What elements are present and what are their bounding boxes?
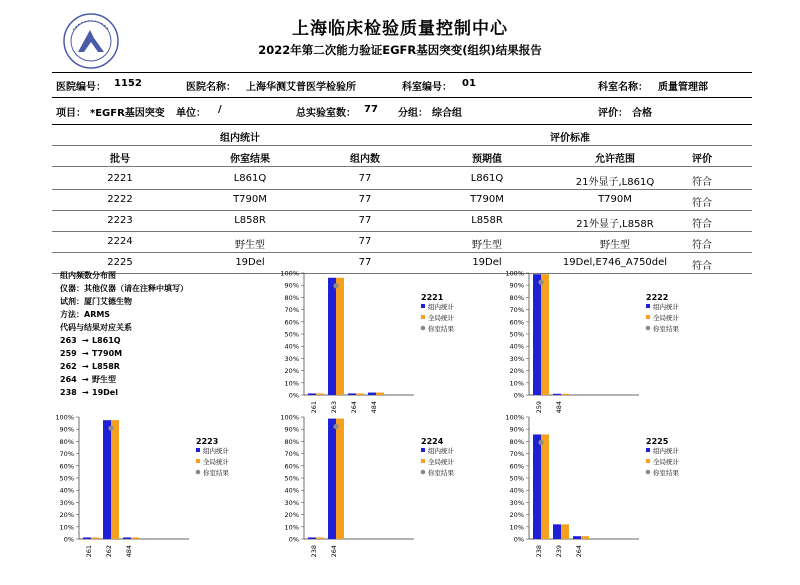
y-tick-label: 80%	[284, 293, 299, 302]
y-tick-label: 70%	[284, 450, 299, 459]
cell-allowed-range: 21外显子,L861Q	[575, 177, 655, 188]
chart-title: 2224	[421, 437, 444, 446]
cell-my-result: T790M	[233, 194, 267, 205]
y-tick-label: 30%	[509, 498, 524, 507]
code-mapping-arrow: →	[82, 336, 89, 345]
y-tick-label: 60%	[284, 462, 299, 471]
bar-all-263	[336, 278, 344, 395]
y-tick-label: 40%	[284, 486, 299, 495]
y-tick-label: 60%	[509, 318, 524, 327]
bar-group-261	[308, 393, 316, 395]
bar-group-264	[348, 393, 356, 395]
hospital-id-label: 医院编号：	[56, 82, 106, 93]
legend-label: 全局统计	[428, 314, 454, 322]
bar-all-484	[561, 394, 569, 395]
y-tick-label: 30%	[284, 498, 299, 507]
cell-evaluation: 符合	[692, 261, 712, 272]
y-tick-label: 70%	[59, 450, 74, 459]
y-tick-label: 70%	[509, 450, 524, 459]
legend-swatch	[421, 315, 425, 319]
legend-swatch	[646, 459, 650, 463]
cell-group-count: 77	[358, 257, 372, 268]
dept-name-value: 质量管理部	[658, 82, 708, 93]
legend-label: 全局统计	[428, 458, 454, 466]
bar-group-239	[553, 524, 561, 539]
dept-id-value: 01	[462, 78, 476, 89]
code-mapping-result: L858R	[92, 362, 120, 371]
cell-my-result: L861Q	[233, 173, 267, 184]
distribution-chart-2224	[280, 412, 495, 562]
legend-swatch	[646, 470, 651, 475]
x-tick-label: 238	[535, 545, 543, 558]
cell-evaluation: 符合	[692, 219, 712, 230]
total-labs-label: 总实验室数：	[296, 108, 356, 119]
bar-group-238	[308, 537, 316, 539]
cell-my-result: 野生型	[235, 240, 265, 251]
distribution-title: 组内频数分布图	[60, 271, 116, 280]
y-tick-label: 60%	[59, 462, 74, 471]
x-tick-label: 261	[85, 545, 93, 558]
code-mapping-code: 262	[60, 362, 77, 371]
col-group-count: 组内数	[350, 154, 380, 165]
bar-group-238	[533, 434, 541, 539]
item-label: 项目：	[56, 108, 86, 119]
cell-evaluation: 符合	[692, 240, 712, 251]
chart-title: 2225	[646, 437, 669, 446]
distribution-chart-2225	[505, 412, 720, 562]
cell-evaluation: 符合	[692, 177, 712, 188]
divider	[52, 97, 752, 98]
bar-group-264	[573, 536, 581, 539]
legend-swatch	[196, 470, 201, 475]
cell-group-count: 77	[358, 173, 372, 184]
y-tick-label: 80%	[59, 437, 74, 446]
legend-swatch	[646, 448, 650, 452]
bar-all-261	[316, 393, 324, 395]
y-tick-label: 80%	[509, 293, 524, 302]
bar-all-264	[356, 393, 364, 395]
bar-group-484	[123, 537, 131, 539]
x-tick-label: 239	[555, 545, 563, 558]
cell-expected: 野生型	[472, 240, 502, 251]
dept-name-label: 科室名称：	[598, 82, 648, 93]
legend-swatch	[421, 470, 426, 475]
bar-group-264	[328, 419, 336, 539]
code-mapping-arrow: →	[82, 388, 89, 397]
cell-my-result: 19Del	[235, 257, 265, 268]
cell-group-count: 77	[358, 194, 372, 205]
chart-title: 2222	[646, 293, 669, 302]
eval-criteria-header: 评价标准	[550, 133, 590, 144]
y-tick-label: 50%	[284, 474, 299, 483]
y-tick-label: 60%	[284, 318, 299, 327]
legend-swatch	[646, 304, 650, 308]
bar-group-484	[553, 394, 561, 395]
y-tick-label: 30%	[284, 354, 299, 363]
y-tick-label: 90%	[509, 425, 524, 434]
y-tick-label: 100%	[505, 413, 524, 422]
col-my-result: 你室结果	[230, 154, 270, 165]
code-mapping-arrow: →	[82, 349, 89, 358]
x-tick-label: 484	[370, 401, 378, 414]
y-tick-label: 20%	[284, 511, 299, 520]
cell-allowed-range: 21外显子,L858R	[576, 219, 654, 230]
y-tick-label: 100%	[280, 413, 299, 422]
divider	[52, 124, 752, 125]
legend-swatch	[421, 448, 425, 452]
bar-all-259	[541, 274, 549, 395]
instrument: 仪器：其他仪器（请在注释中填写）	[60, 284, 188, 293]
code-mapping-code: 263	[60, 336, 77, 345]
y-tick-label: 70%	[509, 306, 524, 315]
legend-label: 全局统计	[203, 458, 229, 466]
y-tick-label: 0%	[513, 535, 524, 544]
y-tick-label: 40%	[509, 486, 524, 495]
method: 方法：ARMS	[60, 310, 111, 319]
cell-expected: L861Q	[470, 173, 504, 184]
total-labs-value: 77	[364, 104, 378, 115]
chart-svg	[505, 268, 720, 418]
legend-label: 你室结果	[203, 469, 229, 477]
y-tick-label: 50%	[284, 330, 299, 339]
x-tick-label: 484	[125, 545, 133, 558]
bar-all-238	[541, 434, 549, 539]
dept-id-label: 科室编号：	[402, 82, 452, 93]
code-mapping-result: T790M	[92, 349, 123, 358]
legend-label: 你室结果	[653, 325, 679, 333]
distribution-chart-2223	[55, 412, 270, 562]
legend-swatch	[421, 459, 425, 463]
bar-group-262	[103, 420, 111, 539]
y-tick-label: 30%	[509, 354, 524, 363]
y-tick-label: 0%	[513, 391, 524, 400]
legend-label: 全局统计	[653, 314, 679, 322]
cell-batch: 2225	[107, 257, 133, 268]
legend-swatch	[196, 459, 200, 463]
bar-all-264	[336, 419, 344, 539]
chart-svg	[55, 412, 270, 562]
legend-label: 全局统计	[653, 458, 679, 466]
legend-label: 组内统计	[428, 447, 454, 455]
y-tick-label: 50%	[59, 474, 74, 483]
legend-swatch	[646, 326, 651, 331]
bar-all-264	[581, 536, 589, 539]
legend-label: 组内统计	[203, 447, 229, 455]
code-mapping-code: 238	[60, 388, 77, 397]
legend-swatch	[421, 326, 426, 331]
divider	[52, 72, 752, 73]
y-tick-label: 40%	[59, 486, 74, 495]
divider	[52, 166, 752, 167]
legend-swatch	[646, 315, 650, 319]
legend-swatch	[421, 304, 425, 308]
bar-all-238	[316, 537, 324, 539]
legend-label: 组内统计	[428, 303, 454, 311]
y-tick-label: 80%	[509, 437, 524, 446]
reagent: 试剂：厦门艾德生物	[60, 297, 132, 306]
x-tick-label: 238	[310, 545, 318, 558]
bar-group-259	[533, 274, 541, 395]
chart-svg	[280, 412, 495, 562]
y-tick-label: 10%	[284, 523, 299, 532]
unit-label: 单位：	[176, 108, 206, 119]
report-subtitle: 2022年第二次能力验证EGFR基因突变(组织)结果报告	[258, 43, 542, 57]
my-result-marker	[538, 280, 543, 285]
bar-all-261	[91, 537, 99, 539]
cell-batch: 2224	[107, 236, 133, 247]
legend-swatch	[196, 448, 200, 452]
cell-my-result: L858R	[234, 215, 266, 226]
x-tick-label: 484	[555, 401, 563, 414]
y-tick-label: 70%	[284, 306, 299, 315]
chart-title: 2221	[421, 293, 444, 302]
bar-all-262	[111, 420, 119, 539]
divider	[52, 145, 752, 146]
bar-all-239	[561, 524, 569, 539]
y-tick-label: 90%	[284, 425, 299, 434]
code-mapping-result: L861Q	[92, 336, 121, 345]
y-tick-label: 30%	[59, 498, 74, 507]
y-tick-label: 10%	[509, 523, 524, 532]
x-tick-label: 264	[350, 401, 358, 414]
hospital-id-value: 1152	[114, 78, 142, 89]
my-result-marker	[108, 426, 113, 431]
y-tick-label: 50%	[509, 474, 524, 483]
code-mapping-arrow: →	[82, 375, 89, 384]
cell-expected: T790M	[470, 194, 504, 205]
y-tick-label: 100%	[505, 269, 524, 278]
my-result-marker	[538, 440, 543, 445]
y-tick-label: 10%	[284, 379, 299, 388]
chart-svg	[280, 268, 495, 418]
y-tick-label: 40%	[509, 342, 524, 351]
x-tick-label: 262	[105, 545, 113, 558]
cell-batch: 2223	[107, 215, 133, 226]
divider	[52, 252, 752, 253]
bar-all-484	[131, 537, 139, 539]
x-tick-label: 263	[330, 401, 338, 414]
cell-expected: L858R	[471, 215, 503, 226]
y-tick-label: 100%	[280, 269, 299, 278]
cell-batch: 2221	[107, 173, 133, 184]
group-stats-header: 组内统计	[220, 133, 260, 144]
chart-svg	[505, 412, 720, 562]
x-tick-label: 259	[535, 401, 543, 414]
code-mapping-result: 19Del	[92, 388, 118, 397]
code-mapping-arrow: →	[82, 362, 89, 371]
bar-group-261	[83, 537, 91, 539]
y-tick-label: 80%	[284, 437, 299, 446]
y-tick-label: 20%	[509, 511, 524, 520]
divider	[52, 210, 752, 211]
y-tick-label: 0%	[288, 535, 299, 544]
y-tick-label: 20%	[59, 511, 74, 520]
item-value: *EGFR基因突变	[90, 108, 165, 119]
code-mapping-code: 264	[60, 375, 77, 384]
col-expected: 预期值	[472, 154, 502, 165]
y-tick-label: 50%	[509, 330, 524, 339]
cell-group-count: 77	[358, 215, 372, 226]
distribution-chart-2221	[280, 268, 495, 418]
group-value: 综合组	[432, 108, 462, 119]
code-mapping-result: 野生型	[92, 375, 116, 384]
bar-all-484	[376, 393, 384, 395]
y-tick-label: 20%	[284, 367, 299, 376]
my-result-marker	[333, 424, 338, 429]
bar-group-484	[368, 393, 376, 395]
legend-label: 你室结果	[653, 469, 679, 477]
bar-group-263	[328, 278, 336, 395]
evaluation-value: 合格	[632, 108, 652, 119]
distribution-chart-2222	[505, 268, 720, 418]
y-tick-label: 20%	[509, 367, 524, 376]
legend-label: 你室结果	[428, 325, 454, 333]
y-tick-label: 10%	[509, 379, 524, 388]
code-mapping-code: 259	[60, 349, 77, 358]
unit-value: /	[218, 104, 222, 115]
cell-expected: 19Del	[472, 257, 502, 268]
cell-batch: 2222	[107, 194, 133, 205]
x-tick-label: 264	[575, 545, 583, 558]
divider	[52, 189, 752, 190]
group-label: 分组：	[398, 108, 428, 119]
y-tick-label: 10%	[59, 523, 74, 532]
y-tick-label: 0%	[63, 535, 74, 544]
y-tick-label: 40%	[284, 342, 299, 351]
cell-evaluation: 符合	[692, 198, 712, 209]
cell-allowed-range: 19Del,E746_A750del	[562, 257, 668, 268]
y-tick-label: 0%	[288, 391, 299, 400]
evaluation-label: 评价：	[598, 108, 628, 119]
page-title: 上海临床检验质量控制中心	[292, 19, 508, 39]
y-tick-label: 90%	[59, 425, 74, 434]
y-tick-label: 60%	[509, 462, 524, 471]
cell-allowed-range: 野生型	[600, 240, 630, 251]
col-allowed-range: 允许范围	[595, 154, 635, 165]
y-tick-label: 90%	[509, 281, 524, 290]
cell-allowed-range: T790M	[598, 194, 632, 205]
divider	[52, 231, 752, 232]
code-mapping-title: 代码与结果对应关系	[60, 323, 132, 332]
col-batch: 批号	[110, 154, 130, 165]
col-evaluation: 评价	[692, 154, 712, 165]
cell-group-count: 77	[358, 236, 372, 247]
y-tick-label: 100%	[55, 413, 74, 422]
x-tick-label: 261	[310, 401, 318, 414]
hospital-name-value: 上海华测艾普医学检验所	[246, 82, 356, 93]
legend-label: 你室结果	[428, 469, 454, 477]
legend-label: 组内统计	[653, 303, 679, 311]
my-result-marker	[333, 283, 338, 288]
chart-title: 2223	[196, 437, 219, 446]
y-tick-label: 90%	[284, 281, 299, 290]
hospital-name-label: 医院名称：	[186, 82, 236, 93]
x-tick-label: 264	[330, 545, 338, 558]
legend-label: 组内统计	[653, 447, 679, 455]
